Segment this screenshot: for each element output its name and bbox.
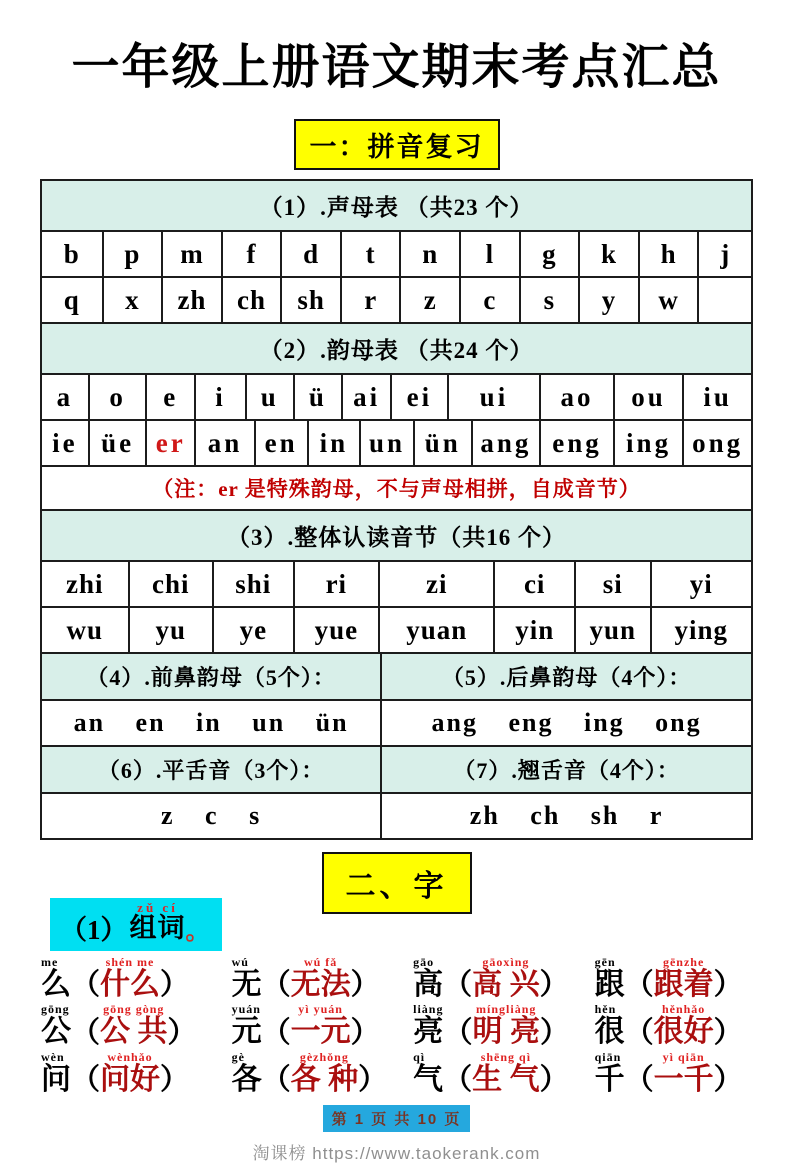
word: 什么	[100, 967, 161, 1001]
paren-close: ）	[160, 1064, 190, 1097]
paren-open: （	[71, 1016, 101, 1049]
char-pinyin: me	[41, 954, 59, 969]
page-title: 一年级上册语文期末考点汇总	[71, 41, 722, 94]
pinyin-cell: zh	[161, 278, 221, 322]
single-char-stack	[595, 1051, 625, 1097]
pinyin-cell: z	[399, 278, 459, 322]
er-note: （注：er 是特殊韵母，不与声母相拼，自成音节）	[42, 465, 751, 509]
word-row-1	[41, 956, 758, 1002]
char-pinyin: liàng	[413, 1002, 444, 1017]
pinyin-cell: yin	[493, 608, 574, 652]
pinyin-cell: si	[574, 562, 650, 606]
pinyin-cell: o	[88, 375, 146, 419]
word-entry	[41, 1051, 232, 1097]
word: 跟着	[653, 967, 714, 1001]
paren-open: （	[71, 969, 101, 1001]
word: 生 气	[472, 1063, 540, 1097]
char-pinyin: gōng	[41, 1002, 70, 1017]
zuci-period: 。	[185, 918, 210, 945]
pinyin-cell: ui	[447, 375, 539, 419]
char: 各	[231, 1063, 262, 1097]
word-entry	[232, 956, 414, 1002]
word-entry	[413, 956, 595, 1002]
word-stack	[291, 1051, 359, 1097]
pinyin-cell: ch	[221, 278, 281, 322]
word-pinyin: shēng qì	[480, 1050, 532, 1065]
single-char-stack	[413, 956, 443, 1002]
paren-close: ）	[350, 1016, 380, 1049]
word: 明 亮	[472, 1015, 540, 1049]
word-pinyin: yì yuán	[298, 1002, 343, 1017]
word: 一千	[653, 1063, 714, 1097]
watermark: 淘课榜 https://www.taokerank.com	[252, 1143, 541, 1163]
word-entry	[413, 1003, 595, 1049]
word-entry	[41, 956, 232, 1002]
word-entry	[41, 1003, 232, 1049]
word-stack	[472, 1051, 540, 1097]
pinyin-cell: eng	[539, 421, 613, 465]
pinyin-cell: c	[459, 278, 519, 322]
word: 公 共	[100, 1015, 168, 1049]
pinyin-cell: ie	[52, 427, 78, 458]
char-pinyin: wèn	[41, 1050, 65, 1065]
initials-header: （1）.声母表 （共23 个）	[42, 181, 751, 230]
paren-open: （	[443, 1064, 473, 1097]
word-entry	[595, 1051, 758, 1097]
pinyin-cell: b	[63, 238, 80, 269]
single-char-stack	[413, 1003, 443, 1049]
word-stack	[472, 956, 540, 1002]
curled-tongue-values: zh ch sh r	[380, 794, 751, 838]
word-stack	[291, 956, 351, 1002]
single-char-stack	[41, 1003, 71, 1049]
word-stack	[654, 1003, 714, 1049]
word-pinyin: hěnhǎo	[661, 1002, 706, 1017]
zuci-label	[50, 898, 222, 951]
word-pinyin: wú fǎ	[303, 954, 338, 969]
pinyin-cell: q	[63, 284, 80, 315]
whole-syllables-row-2	[42, 606, 751, 652]
flat-tongue-header: （6）.平舌音（3个）：	[42, 747, 380, 792]
word-pinyin: wènhǎo	[107, 1050, 153, 1065]
pinyin-cell: sh	[280, 278, 340, 322]
pinyin-cell: ao	[539, 375, 613, 419]
flat-tongue-values: z c s	[160, 801, 262, 831]
pinyin-cell: l	[459, 232, 519, 276]
word-row-3	[41, 1051, 758, 1097]
char: 很	[594, 1015, 625, 1049]
pinyin-cell: y	[578, 278, 638, 322]
initials-row-1	[42, 230, 751, 276]
word-entry	[595, 956, 758, 1002]
char: 气	[413, 1063, 444, 1097]
pinyin-cell: d	[280, 232, 340, 276]
word-row-2	[41, 1003, 758, 1049]
char: 亮	[413, 1015, 444, 1049]
section-heading-zi: 二、字	[322, 852, 472, 914]
paren-close: ）	[350, 969, 380, 1001]
front-nasal-values: an en in un ün	[73, 708, 349, 738]
char-pinyin: hěn	[594, 1002, 617, 1017]
word: 问好	[100, 1063, 161, 1097]
char-pinyin: qiān	[594, 1050, 622, 1065]
whole-syllables-row-1	[42, 560, 751, 606]
paren-open: （	[71, 1064, 101, 1097]
single-char-stack	[41, 956, 71, 1002]
pinyin-cell: e	[145, 375, 194, 419]
pinyin-cell: n	[399, 232, 459, 276]
pinyin-cell: u	[245, 375, 293, 419]
tongue-values-row	[42, 792, 751, 838]
pinyin-cell: iu	[682, 375, 751, 419]
paren-close: ）	[539, 1064, 569, 1097]
char-pinyin: yuán	[231, 1002, 261, 1017]
page-indicator: 第 1 页 共 10 页	[323, 1105, 471, 1132]
char-pinyin: gēn	[594, 954, 616, 969]
single-char-stack	[595, 956, 625, 1002]
pinyin-cell: zhi	[66, 568, 104, 599]
paren-close: ）	[539, 1016, 569, 1049]
char: 高	[413, 967, 444, 1001]
pinyin-cell: zi	[378, 562, 493, 606]
zuci-prefix: （1）	[60, 914, 128, 945]
pinyin-cell: ou	[613, 375, 683, 419]
paren-close: ）	[713, 1016, 743, 1049]
pinyin-cell: en	[254, 421, 307, 465]
word-entry	[413, 1051, 595, 1097]
paren-open: （	[624, 1016, 654, 1049]
word: 各 种	[290, 1063, 359, 1097]
word-stack	[100, 1003, 168, 1049]
word-stack	[291, 1003, 351, 1049]
pinyin-cell: i	[194, 375, 245, 419]
single-char-stack	[232, 1003, 262, 1049]
pinyin-cell: yi	[650, 562, 751, 606]
paren-close: ）	[358, 1064, 388, 1097]
pinyin-cell: an	[194, 421, 254, 465]
paren-open: （	[261, 1064, 291, 1097]
word-entry	[595, 1003, 758, 1049]
char: 问	[41, 1063, 71, 1097]
pinyin-cell: m	[161, 232, 221, 276]
finals-row-1	[42, 373, 751, 419]
pinyin-cell: wu	[66, 614, 104, 645]
char-pinyin: wú	[231, 954, 249, 969]
char: 千	[594, 1063, 625, 1097]
curled-tongue-header: （7）.翘舌音（4个）：	[380, 747, 751, 792]
pinyin-cell: ri	[293, 562, 379, 606]
paren-close: ）	[167, 1016, 197, 1049]
finals-header: （2）.韵母表 （共24 个）	[42, 322, 751, 373]
nasal-headers-row	[42, 652, 751, 699]
word-stack	[654, 956, 714, 1002]
paren-open: （	[443, 1016, 473, 1049]
paren-close: ）	[713, 1064, 743, 1097]
pinyin-cell: p	[102, 232, 162, 276]
pinyin-cell: r	[340, 278, 400, 322]
word-stack	[472, 1003, 540, 1049]
front-nasal-header: （4）.前鼻韵母（5个）：	[42, 654, 380, 699]
single-char-stack	[232, 956, 262, 1002]
pinyin-cell: ei	[390, 375, 447, 419]
finals-row-2	[42, 419, 751, 465]
word: 高 兴	[472, 967, 540, 1001]
paren-close: ）	[160, 969, 190, 1001]
pinyin-cell: ün	[413, 421, 471, 465]
word-entry	[232, 1003, 414, 1049]
nasal-values-row	[42, 699, 751, 745]
back-nasal-values: ang eng ing ong	[380, 701, 751, 745]
pinyin-cell: ci	[493, 562, 574, 606]
paren-close: ）	[539, 969, 569, 1001]
single-char-stack	[41, 1051, 71, 1097]
word: 很好	[653, 1015, 714, 1049]
pinyin-cell: h	[638, 232, 698, 276]
zuci-word: 组词	[129, 913, 186, 944]
pinyin-cell: üe	[88, 421, 146, 465]
word-entry	[232, 1051, 414, 1097]
single-char-stack	[413, 1051, 443, 1097]
char: 公	[41, 1015, 71, 1049]
char-pinyin: gāo	[413, 954, 435, 969]
single-char-stack	[595, 1003, 625, 1049]
char: 么	[41, 967, 71, 1001]
char: 跟	[594, 967, 625, 1001]
pinyin-cell: shi	[212, 562, 293, 606]
word: 一元	[290, 1015, 351, 1049]
pinyin-cell: ing	[613, 421, 683, 465]
paren-close: ）	[713, 969, 743, 1001]
word-pinyin: gēnzhe	[662, 954, 705, 969]
pinyin-review-table	[40, 179, 753, 840]
initials-row-2	[42, 276, 751, 322]
pinyin-cell: in	[307, 421, 360, 465]
pinyin-cell: k	[578, 232, 638, 276]
pinyin-cell: j	[697, 232, 751, 276]
paren-open: （	[624, 1064, 654, 1097]
pinyin-cell: yu	[128, 608, 213, 652]
word-list	[35, 956, 758, 1097]
word-stack	[654, 1051, 714, 1097]
back-nasal-header: （5）.后鼻韵母（4个）：	[380, 654, 751, 699]
pinyin-cell: ang	[471, 421, 540, 465]
char-pinyin: gè	[231, 1050, 245, 1065]
pinyin-cell: chi	[128, 562, 213, 606]
word-pinyin: míngliàng	[476, 1002, 537, 1017]
pinyin-cell: ong	[682, 421, 751, 465]
pinyin-cell: t	[340, 232, 400, 276]
pinyin-cell: g	[519, 232, 579, 276]
zuci-word-stack	[130, 901, 186, 944]
word-pinyin: gèzhǒng	[299, 1050, 349, 1065]
pinyin-cell: ü	[293, 375, 342, 419]
pinyin-cell: s	[519, 278, 579, 322]
whole-syllables-header: （3）.整体认读音节（共16 个）	[42, 509, 751, 560]
word-pinyin: yì qiān	[662, 1050, 705, 1065]
pinyin-cell	[697, 278, 751, 322]
word-pinyin: gōng gòng	[103, 1002, 165, 1017]
pinyin-cell: ying	[650, 608, 751, 652]
pinyin-cell: yue	[293, 608, 379, 652]
single-char-stack	[232, 1051, 262, 1097]
paren-open: （	[624, 969, 654, 1001]
word-stack	[100, 956, 160, 1002]
char: 元	[231, 1015, 262, 1049]
section-heading-pinyin: 一：拼音复习	[294, 119, 500, 170]
pinyin-cell: w	[638, 278, 698, 322]
pinyin-cell-er-special: er	[145, 421, 194, 465]
char: 无	[231, 967, 262, 1001]
paren-open: （	[261, 969, 291, 1001]
word-stack	[100, 1051, 160, 1097]
pinyin-cell: a	[56, 381, 74, 412]
pinyin-cell: ye	[212, 608, 293, 652]
pinyin-cell: un	[359, 421, 413, 465]
char-pinyin: qì	[413, 1050, 426, 1065]
pinyin-cell: f	[221, 232, 281, 276]
tongue-headers-row	[42, 745, 751, 792]
pinyin-cell: x	[102, 278, 162, 322]
paren-open: （	[261, 1016, 291, 1049]
pinyin-cell: yuan	[378, 608, 493, 652]
pinyin-cell: yun	[574, 608, 650, 652]
word-pinyin: shén me	[105, 954, 155, 969]
word: 无法	[290, 967, 351, 1001]
zuci-pinyin: zǔ cí	[137, 900, 178, 916]
paren-open: （	[443, 969, 473, 1001]
pinyin-cell: ai	[341, 375, 390, 419]
word-pinyin: gāoxìng	[482, 954, 530, 969]
